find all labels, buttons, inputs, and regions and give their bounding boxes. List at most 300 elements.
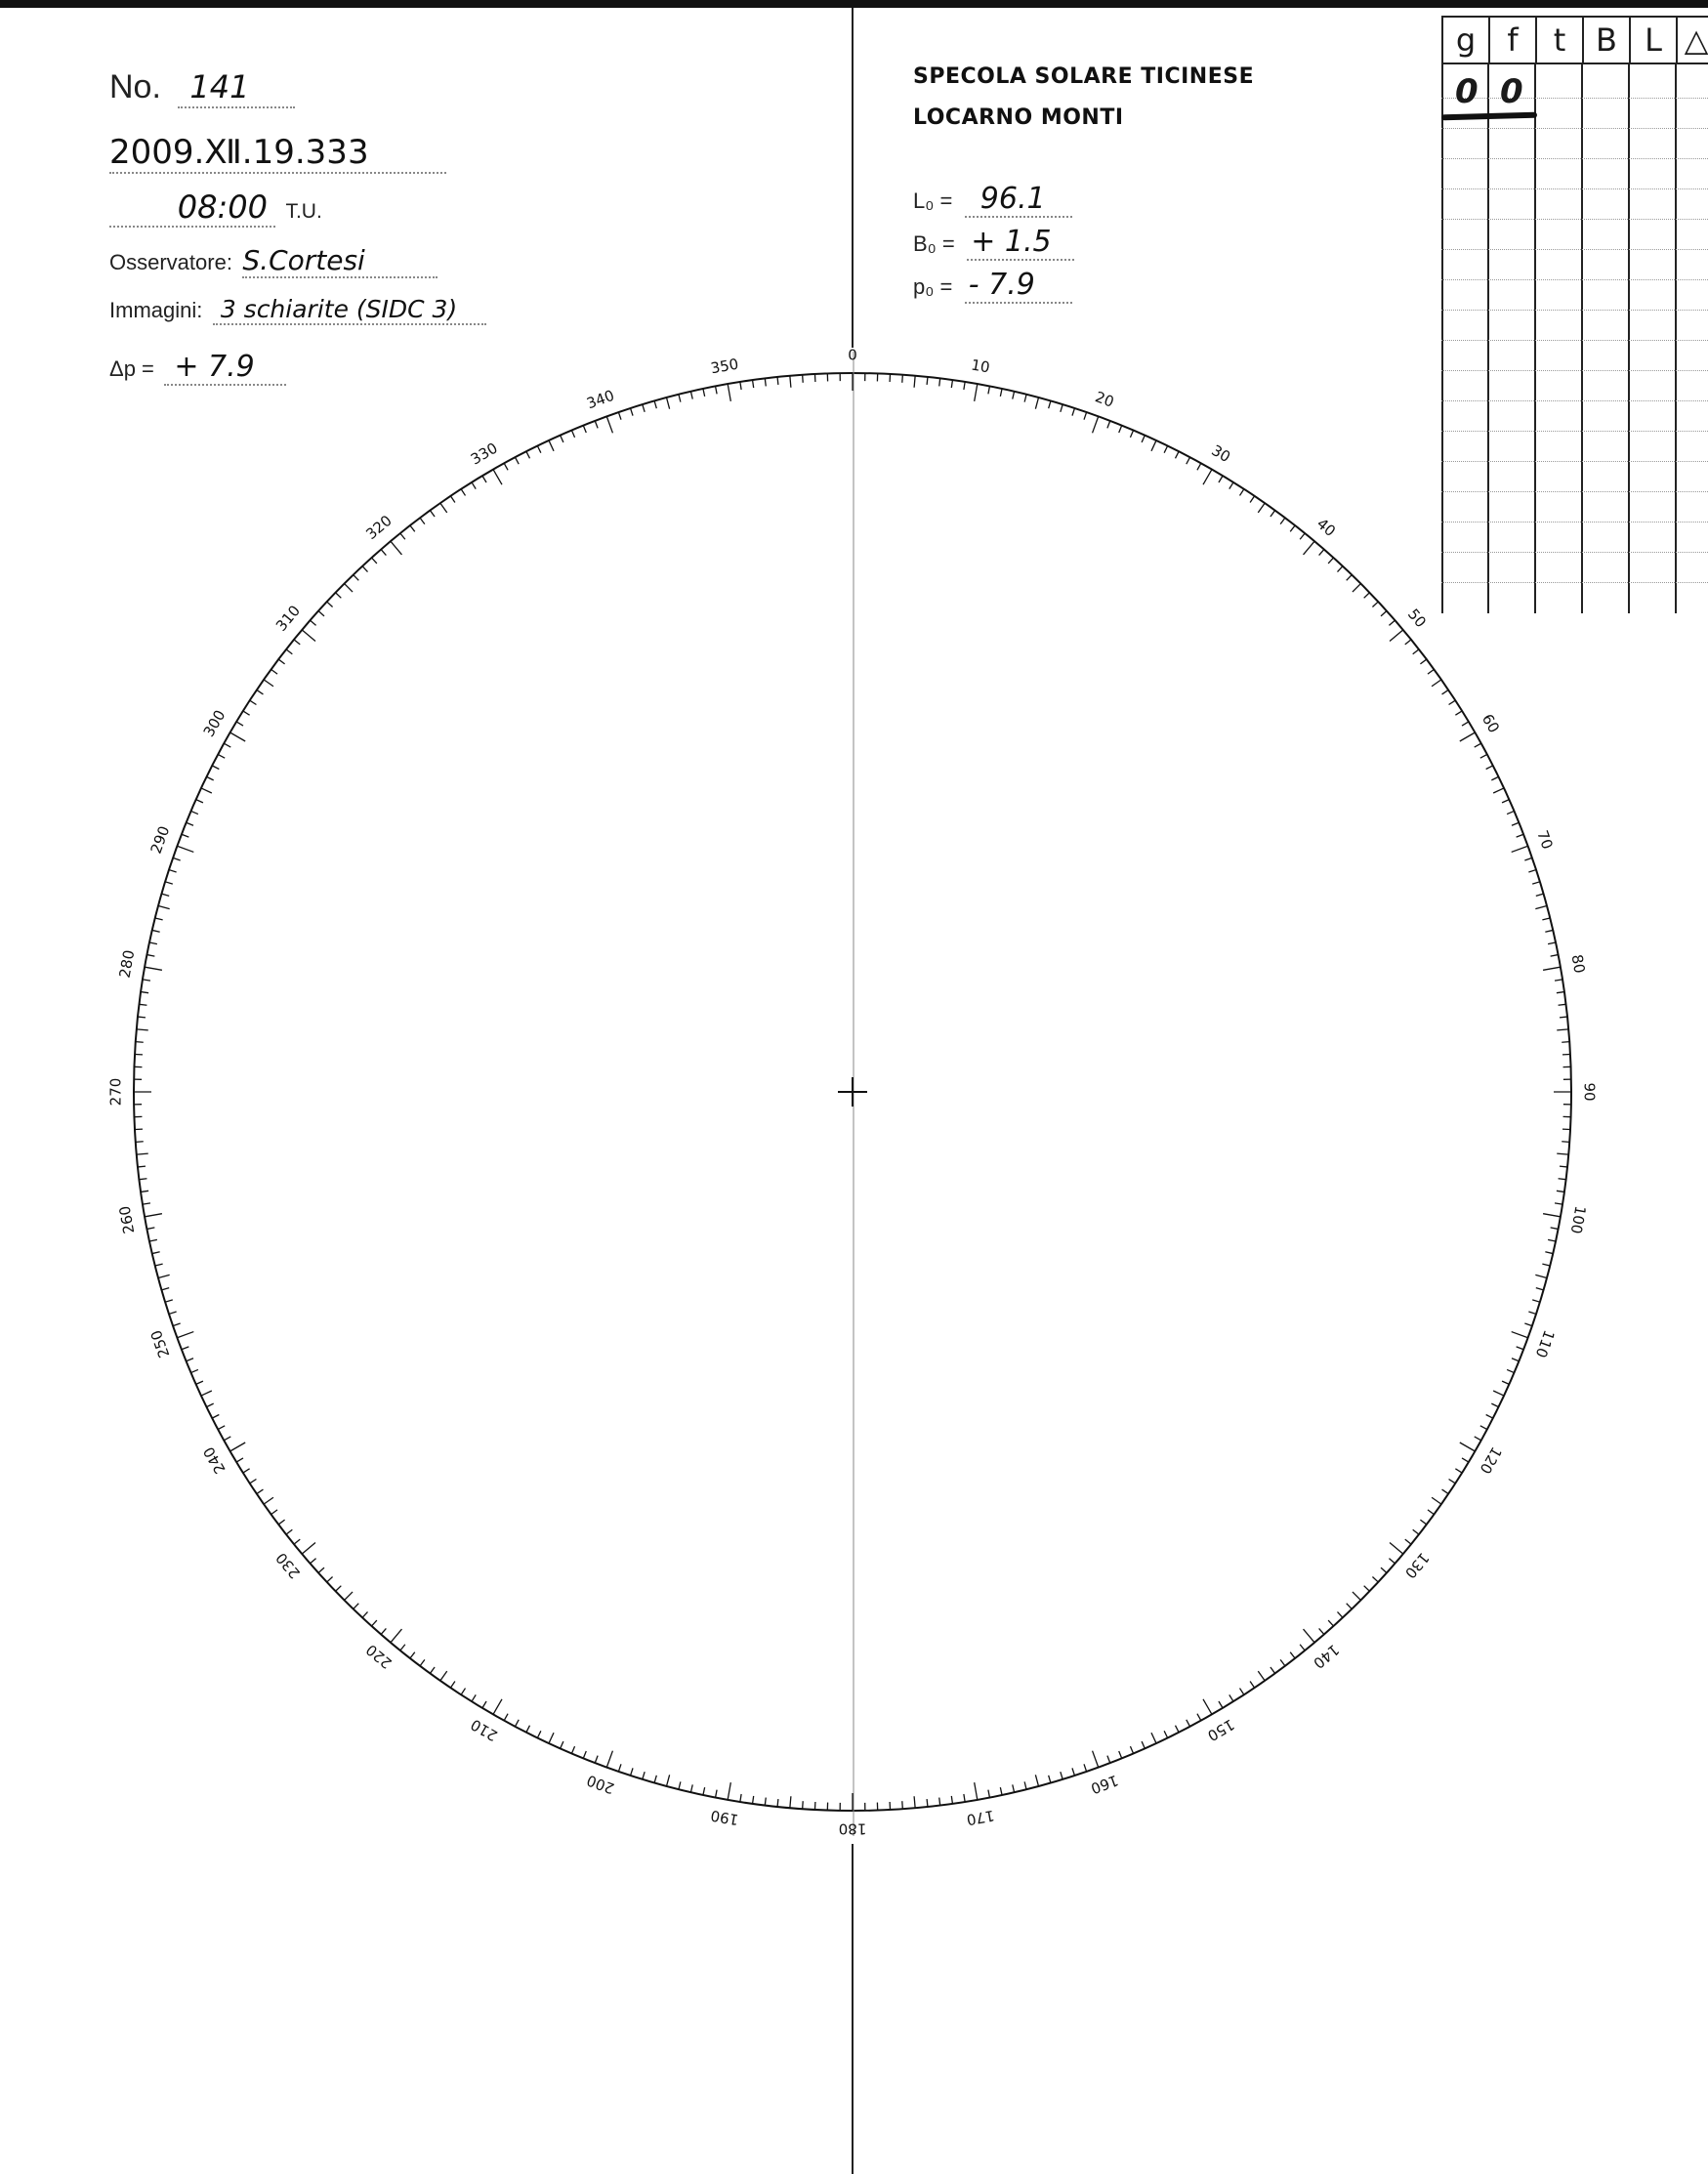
- degree-label: 260: [115, 1204, 139, 1235]
- degree-tick: [1364, 593, 1370, 599]
- degree-tick: [482, 476, 486, 482]
- degree-tick: [1548, 942, 1556, 944]
- degree-tick: [1372, 1576, 1378, 1581]
- degree-tick: [1280, 1659, 1285, 1665]
- degree-tick: [191, 1369, 198, 1372]
- degree-tick: [1405, 640, 1411, 645]
- degree-tick: [1532, 882, 1540, 884]
- degree-tick: [250, 1479, 257, 1483]
- degree-tick: [264, 680, 273, 687]
- degree-tick: [939, 378, 940, 386]
- degree-tick: [1013, 1784, 1015, 1792]
- degree-tick: [230, 1442, 246, 1451]
- degree-tick: [515, 1720, 519, 1727]
- degree-tick: [606, 416, 612, 433]
- images-label: Immagini:: [109, 298, 203, 322]
- table-header-f: f: [1488, 16, 1535, 64]
- degree-tick: [165, 882, 173, 884]
- degree-tick: [187, 1359, 193, 1361]
- degree-tick: [1024, 395, 1026, 402]
- images-value: 3 schiarite (SIDC 3): [220, 295, 458, 323]
- degree-tick: [372, 1620, 377, 1626]
- degree-tick: [1130, 1746, 1133, 1753]
- degree-tick: [549, 1733, 554, 1743]
- degree-tick: [515, 457, 519, 464]
- degree-tick: [294, 640, 300, 645]
- degree-tick: [391, 1629, 402, 1643]
- degree-tick: [790, 376, 791, 388]
- degree-tick: [327, 602, 333, 606]
- degree-tick: [1151, 440, 1156, 451]
- degree-tick: [549, 440, 554, 451]
- degree-tick: [362, 1611, 367, 1617]
- degree-tick: [136, 1142, 144, 1143]
- degree-tick: [537, 445, 541, 452]
- degree-tick: [1449, 1479, 1456, 1483]
- degree-label: 10: [970, 355, 991, 377]
- degree-tick: [224, 743, 230, 747]
- degree-tick: [1049, 401, 1051, 409]
- degree-label: 30: [1208, 441, 1234, 467]
- degree-label: 320: [362, 511, 396, 544]
- degree-tick: [372, 558, 377, 564]
- degree-tick: [1486, 1415, 1493, 1419]
- degree-tick: [1372, 602, 1378, 606]
- degree-tick: [504, 1714, 508, 1721]
- degree-tick: [631, 1768, 633, 1776]
- degree-tick: [1420, 659, 1426, 664]
- degree-tick: [777, 1799, 778, 1807]
- degree-tick: [1035, 1775, 1038, 1786]
- time-value: 08:00: [177, 188, 268, 226]
- degree-tick: [1093, 416, 1099, 433]
- degree-tick: [224, 1437, 230, 1441]
- degree-tick: [145, 1214, 162, 1217]
- degree-tick: [236, 722, 243, 726]
- degree-tick: [158, 906, 170, 909]
- degree-tick: [264, 1497, 273, 1504]
- degree-tick: [1084, 412, 1087, 420]
- degree-tick: [143, 1203, 150, 1204]
- B0-value: + 1.5: [971, 225, 1052, 259]
- degree-tick: [988, 387, 990, 395]
- degree-tick: [318, 611, 324, 616]
- degree-tick: [1543, 967, 1561, 970]
- degree-tick: [165, 1300, 173, 1302]
- degree-tick: [643, 1772, 645, 1779]
- degree-tick: [182, 834, 188, 837]
- degree-label: 0: [848, 346, 857, 364]
- degree-label: 280: [115, 948, 139, 980]
- degree-tick: [561, 1741, 563, 1748]
- degree-tick: [162, 894, 170, 896]
- degree-tick: [1390, 630, 1403, 642]
- degree-tick: [1347, 1604, 1353, 1610]
- degree-tick: [690, 392, 692, 399]
- degree-tick: [482, 1701, 486, 1708]
- degree-tick: [400, 533, 405, 539]
- degree-label: 340: [584, 386, 617, 413]
- degree-tick: [716, 387, 718, 395]
- degree-tick: [1420, 1520, 1426, 1525]
- degree-label: 20: [1093, 388, 1117, 411]
- degree-tick: [137, 1029, 148, 1030]
- degree-tick: [1524, 857, 1532, 860]
- degree-tick: [571, 431, 574, 438]
- degree-tick: [1460, 1442, 1476, 1451]
- L0-label: L₀ =: [913, 188, 953, 213]
- degree-tick: [420, 1659, 425, 1665]
- degree-tick: [1107, 421, 1110, 428]
- degree-tick: [1049, 1776, 1051, 1783]
- degree-tick: [988, 1790, 990, 1798]
- degree-tick: [1381, 1568, 1387, 1572]
- degree-tick: [914, 1796, 915, 1808]
- degree-tick: [250, 700, 257, 704]
- degree-tick: [716, 1790, 718, 1798]
- degree-tick: [902, 1801, 903, 1809]
- degree-label: 150: [1204, 1715, 1238, 1745]
- degree-tick: [1084, 1764, 1087, 1772]
- degree-tick: [595, 421, 598, 428]
- degree-tick: [1353, 1592, 1360, 1600]
- degree-tick: [964, 1794, 965, 1802]
- degree-tick: [218, 754, 225, 758]
- degree-tick: [169, 870, 177, 872]
- degree-label: 200: [584, 1771, 617, 1798]
- degree-tick: [902, 375, 903, 383]
- degree-tick: [1512, 1359, 1519, 1361]
- table-header-B: B: [1582, 16, 1629, 64]
- degree-tick: [400, 1645, 405, 1651]
- degree-label: 330: [467, 439, 501, 469]
- degree-tick: [318, 1568, 324, 1572]
- degree-tick: [1364, 1586, 1370, 1592]
- degree-tick: [145, 967, 162, 970]
- degree-tick: [1432, 1497, 1441, 1504]
- degree-label: 250: [146, 1327, 174, 1360]
- degree-tick: [177, 1332, 193, 1338]
- degree-tick: [1413, 649, 1419, 654]
- degree-tick: [703, 1787, 705, 1795]
- p0-value: - 7.9: [968, 268, 1035, 302]
- degree-tick: [173, 1323, 181, 1326]
- degree-tick: [1562, 1042, 1569, 1043]
- degree-tick: [561, 436, 563, 442]
- degree-tick: [1480, 1426, 1487, 1430]
- degree-tick: [1119, 426, 1122, 433]
- degree-tick: [753, 380, 754, 388]
- degree-tick: [440, 1671, 447, 1681]
- B0-label: B₀ =: [913, 231, 955, 256]
- degree-tick: [345, 1592, 353, 1600]
- degree-tick: [679, 395, 681, 402]
- degree-tick: [354, 575, 359, 581]
- degree-tick: [1557, 1029, 1568, 1030]
- degree-tick: [1502, 800, 1509, 803]
- degree-tick: [1187, 457, 1190, 464]
- degree-tick: [141, 992, 148, 993]
- degree-tick: [354, 1604, 359, 1610]
- degree-tick: [1389, 620, 1395, 625]
- degree-tick: [1493, 1391, 1504, 1396]
- degree-tick: [278, 1520, 284, 1525]
- degree-tick: [1229, 482, 1233, 489]
- degree-tick: [740, 1794, 741, 1802]
- degree-tick: [1536, 1288, 1544, 1290]
- degree-tick: [212, 766, 219, 770]
- degree-tick: [1164, 1731, 1168, 1737]
- degree-tick: [1517, 834, 1523, 837]
- degree-tick: [667, 397, 670, 409]
- degree-tick: [286, 649, 292, 654]
- degree-tick: [1328, 1620, 1333, 1626]
- degree-tick: [362, 566, 367, 572]
- record-number-label: No.: [109, 68, 161, 105]
- degree-tick: [1535, 1275, 1547, 1277]
- degree-tick: [964, 382, 965, 390]
- degree-tick: [136, 1042, 144, 1043]
- degree-tick: [206, 776, 213, 780]
- degree-tick: [1428, 1510, 1434, 1515]
- degree-tick: [1250, 496, 1254, 503]
- degree-tick: [1300, 533, 1305, 539]
- degree-tick: [450, 496, 454, 503]
- degree-tick: [654, 401, 656, 409]
- degree-tick: [271, 669, 277, 674]
- degree-label: 350: [709, 355, 740, 378]
- degree-tick: [391, 541, 402, 555]
- degree-tick: [1239, 489, 1243, 496]
- degree-tick: [1545, 1252, 1553, 1254]
- degree-tick: [1460, 732, 1476, 741]
- degree-tick: [914, 376, 915, 388]
- degree-tick: [1542, 1264, 1550, 1266]
- degree-tick: [155, 918, 163, 920]
- degree-tick: [667, 1775, 670, 1786]
- degree-tick: [618, 1764, 621, 1772]
- degree-tick: [1061, 404, 1062, 412]
- degree-label: 270: [106, 1077, 125, 1107]
- degree-tick: [1491, 1403, 1498, 1407]
- degree-tick: [311, 620, 316, 625]
- degree-tick: [1061, 1772, 1062, 1779]
- degree-tick: [583, 1751, 586, 1758]
- degree-tick: [149, 942, 157, 944]
- degree-label: 310: [271, 602, 305, 635]
- degree-tick: [201, 1391, 212, 1396]
- degree-tick: [1290, 525, 1295, 531]
- degree-tick: [1512, 846, 1528, 852]
- degree-tick: [149, 1239, 157, 1241]
- degree-tick: [1462, 722, 1469, 726]
- degree-tick: [173, 857, 181, 860]
- degree-tick: [336, 593, 342, 599]
- degree-tick: [1151, 1733, 1156, 1743]
- degree-tick: [1557, 1153, 1568, 1154]
- degree-tick: [1555, 1203, 1562, 1204]
- degree-tick: [152, 1252, 160, 1254]
- delta-p-label: Δp =: [109, 356, 154, 381]
- degree-label: 120: [1476, 1443, 1506, 1478]
- degree-tick: [1555, 980, 1562, 981]
- degree-tick: [1271, 1667, 1275, 1673]
- degree-tick: [951, 1796, 952, 1804]
- degree-tick: [257, 690, 264, 693]
- degree-tick: [143, 980, 150, 981]
- degree-tick: [690, 1784, 692, 1792]
- degree-tick: [1000, 389, 1002, 397]
- degree-tick: [927, 1799, 928, 1807]
- degree-tick: [1551, 955, 1559, 957]
- degree-tick: [740, 382, 741, 390]
- time-unit-label: T.U.: [285, 200, 322, 223]
- degree-label: 170: [965, 1806, 996, 1829]
- degree-tick: [1535, 906, 1547, 909]
- degree-tick: [201, 788, 212, 793]
- degree-tick: [141, 1191, 148, 1192]
- degree-tick: [975, 1782, 978, 1800]
- degree-tick: [336, 1586, 342, 1592]
- degree-tick: [302, 630, 315, 642]
- degree-tick: [1319, 550, 1324, 556]
- degree-label: 300: [199, 706, 229, 740]
- degree-tick: [1381, 611, 1387, 616]
- degree-tick: [311, 1559, 316, 1564]
- degree-tick: [765, 378, 766, 386]
- degree-label: 110: [1531, 1327, 1559, 1360]
- degree-label: 40: [1312, 514, 1340, 541]
- degree-tick: [243, 1469, 250, 1473]
- degree-tick: [461, 1689, 465, 1695]
- degree-label: 160: [1088, 1771, 1121, 1798]
- degree-tick: [1491, 776, 1498, 780]
- table-cell-g: 0: [1455, 72, 1479, 111]
- degree-tick: [1072, 408, 1074, 416]
- degree-tick: [753, 1796, 754, 1804]
- degree-tick: [271, 1510, 277, 1515]
- degree-tick: [1142, 1741, 1145, 1748]
- degree-tick: [679, 1781, 681, 1789]
- degree-tick: [302, 1543, 315, 1555]
- degree-tick: [526, 1726, 530, 1733]
- degree-tick: [1239, 1689, 1243, 1695]
- degree-tick: [430, 511, 435, 517]
- degree-tick: [206, 1403, 213, 1407]
- degree-tick: [147, 955, 155, 957]
- degree-tick: [1013, 392, 1015, 399]
- degree-tick: [230, 732, 246, 741]
- observatory-location: LOCARNO MONTI: [913, 105, 1124, 130]
- degree-tick: [951, 380, 952, 388]
- degree-tick: [1507, 811, 1514, 814]
- degree-tick: [1319, 1628, 1324, 1634]
- degree-tick: [765, 1798, 766, 1806]
- degree-label: 290: [146, 823, 174, 857]
- degree-tick: [212, 1415, 219, 1419]
- degree-tick: [1432, 680, 1441, 687]
- degree-tick: [643, 404, 645, 412]
- degree-tick: [1475, 743, 1481, 747]
- degree-tick: [654, 1776, 656, 1783]
- p0-label: p₀ =: [913, 274, 953, 299]
- degree-tick: [1560, 1017, 1567, 1018]
- date-value: 2009.Ⅻ.19.333: [109, 133, 369, 172]
- degree-tick: [137, 1153, 148, 1154]
- degree-tick: [1219, 476, 1223, 482]
- degree-tick: [777, 377, 778, 385]
- degree-tick: [1130, 431, 1133, 438]
- degree-tick: [410, 1652, 415, 1658]
- degree-tick: [177, 846, 193, 852]
- degree-tick: [1176, 1726, 1180, 1733]
- degree-tick: [138, 1017, 146, 1018]
- degree-tick: [158, 1275, 170, 1277]
- table-cell-f: 0: [1500, 72, 1523, 111]
- degree-tick: [278, 659, 284, 664]
- degree-tick: [1197, 463, 1201, 470]
- degree-tick: [1203, 470, 1212, 485]
- degree-label: 220: [362, 1640, 396, 1673]
- table-header-t: t: [1535, 16, 1582, 64]
- degree-label: 50: [1403, 605, 1431, 632]
- degree-tick: [1347, 575, 1353, 581]
- degree-tick: [138, 1166, 146, 1167]
- degree-tick: [1428, 669, 1434, 674]
- degree-tick: [595, 1756, 598, 1763]
- degree-tick: [1164, 445, 1168, 452]
- degree-tick: [1072, 1768, 1074, 1776]
- degree-tick: [1258, 503, 1265, 513]
- delta-p-value: + 7.9: [174, 350, 255, 384]
- degree-tick: [243, 711, 250, 715]
- degree-tick: [286, 1529, 292, 1534]
- observer-label: Osservatore:: [109, 250, 232, 274]
- degree-tick: [1413, 1529, 1419, 1534]
- degree-tick: [1528, 870, 1536, 872]
- degree-tick: [493, 470, 502, 485]
- degree-tick: [1203, 1699, 1212, 1715]
- degree-label: 180: [838, 1819, 867, 1838]
- degree-tick: [381, 550, 386, 556]
- degree-tick: [803, 375, 804, 383]
- degree-tick: [461, 489, 465, 496]
- degree-tick: [1524, 1323, 1532, 1326]
- degree-tick: [1562, 1142, 1569, 1143]
- degree-tick: [1455, 1469, 1462, 1473]
- degree-label: 100: [1566, 1204, 1590, 1235]
- degree-tick: [345, 584, 353, 592]
- degree-tick: [1462, 1458, 1469, 1462]
- degree-tick: [155, 1264, 163, 1266]
- degree-tick: [1304, 541, 1315, 555]
- degree-tick: [139, 1004, 146, 1005]
- degree-tick: [147, 1228, 155, 1230]
- degree-tick: [939, 1798, 940, 1806]
- degree-tick: [1480, 754, 1487, 758]
- degree-tick: [1337, 566, 1342, 572]
- degree-tick: [1475, 1437, 1481, 1441]
- degree-label: 140: [1310, 1640, 1343, 1673]
- observer-value: S.Cortesi: [242, 244, 365, 276]
- degree-tick: [583, 426, 586, 433]
- degree-tick: [440, 503, 447, 513]
- degree-tick: [191, 811, 198, 814]
- degree-tick: [1219, 1701, 1223, 1708]
- degree-tick: [1187, 1720, 1190, 1727]
- degree-tick: [1512, 822, 1519, 825]
- degree-tick: [1449, 700, 1456, 704]
